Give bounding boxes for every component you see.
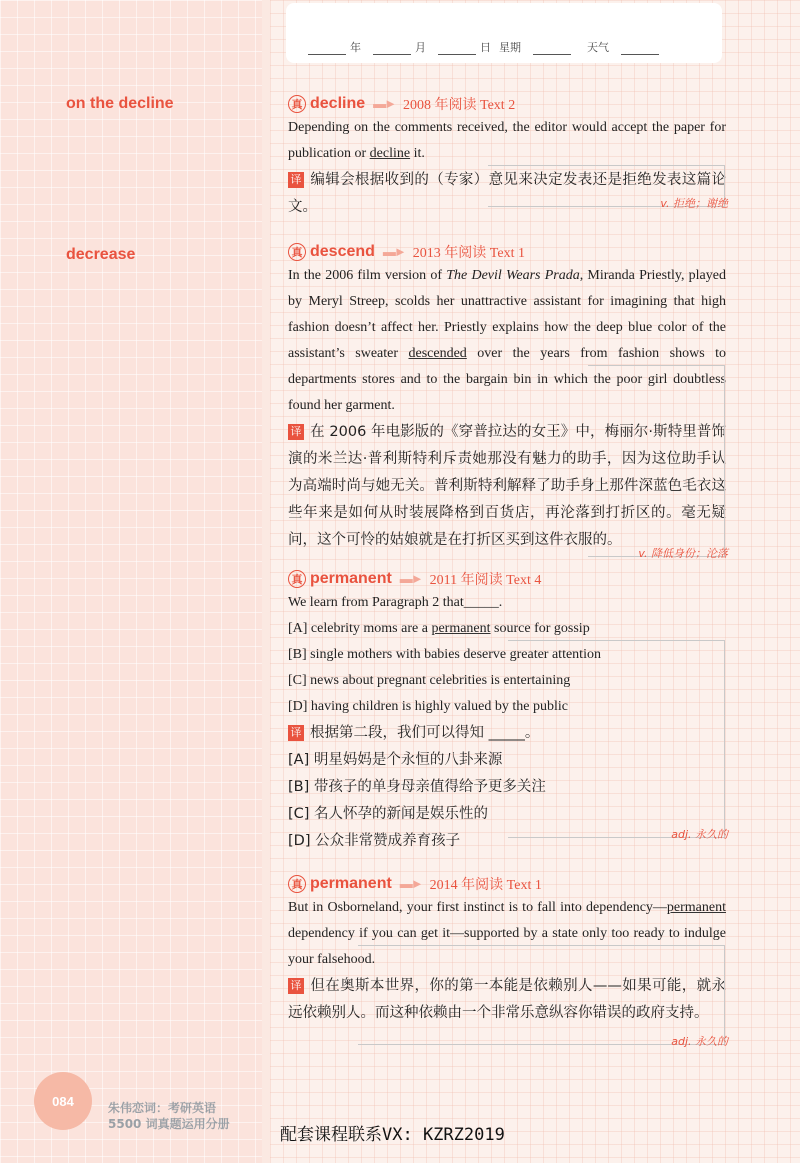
option-b: [B] single mothers with babies deserve greater attention bbox=[288, 647, 601, 662]
chinese-translation: 译 在 2006 年电影版的《穿普拉达的女王》中，梅丽尔·斯特里普饰演的米兰达·普利斯特利斥责她那没有魅力的助手，因为这位助手认为高端时尚与她无关。普利斯特利解释了助手身上那件深蓝色毛衣这些年来是如何从时装展降格到百货店，再沦落到打折区的。毫无疑问，这个可怜的姑娘就是在打折区买到这件衣服的。 bbox=[288, 424, 726, 548]
entry-decline bbox=[288, 93, 726, 221]
date-header-box bbox=[286, 3, 722, 63]
month-blank[interactable] bbox=[373, 42, 411, 55]
entry-source: 2013 年阅读 Text 1 bbox=[412, 246, 525, 261]
year-blank[interactable] bbox=[308, 42, 346, 55]
entry-source: 2014 年阅读 Text 1 bbox=[429, 878, 542, 893]
entry-descend bbox=[288, 241, 728, 560]
chinese-option-c: [C] 名人怀孕的新闻是娱乐性的 bbox=[288, 806, 489, 822]
chinese-option-a: [A] 明星妈妈是个永恒的八卦来源 bbox=[288, 752, 503, 768]
english-sentence: But in Osborneland, your first instinct is to fall into dependency—permanent dependency if you can get it—supported by a state only too ready to indulge your falsehood. bbox=[288, 900, 726, 967]
weather-label: 天气 bbox=[587, 41, 609, 54]
zhen-badge-icon: 真 bbox=[288, 243, 306, 261]
chinese-translation: 译 但在奥斯本世界，你的第一本能是依赖别人——如果可能，就永远依赖别人。而这种依赖由一个非常乐意纵容你错误的政府支持。 bbox=[288, 978, 726, 1021]
zhen-badge-icon: 真 bbox=[288, 875, 306, 893]
page-number-badge: 084 bbox=[34, 1072, 92, 1130]
month-label: 月 bbox=[415, 41, 426, 54]
entry-word: permanent bbox=[310, 875, 392, 892]
yi-badge-icon: 译 bbox=[288, 424, 304, 440]
yi-badge-icon: 译 bbox=[288, 725, 304, 741]
arrow-icon: ▬► bbox=[373, 96, 396, 111]
option-a: [A] celebrity moms are a permanent source for gossip bbox=[288, 621, 590, 636]
zhen-badge-icon: 真 bbox=[288, 95, 306, 113]
english-passage: In the 2006 film version of The Devil Wears Prada, Miranda Priestly, played by Meryl Streep, scolds her unattractive assistant for imagining that high fashion doesn’t affect her. Priestly explains how the deep blue color of the assistant’s sweater descended over the years from fashion shows to departments stores and to the bargain bin in which the poor girl doubtless found her garment. bbox=[288, 268, 727, 413]
gloss-bracket bbox=[358, 945, 725, 1045]
entry-permanent-2011 bbox=[288, 568, 726, 855]
yi-badge-icon: 译 bbox=[288, 172, 304, 188]
year-label: 年 bbox=[350, 41, 361, 54]
yi-badge-icon: 译 bbox=[288, 978, 304, 994]
option-d: [D] having children is highly valued by the public bbox=[288, 699, 568, 714]
arrow-icon: ▬► bbox=[399, 876, 422, 891]
entry-permanent-2014 bbox=[288, 873, 728, 1048]
sidebar-keyword-decrease: decrease bbox=[66, 246, 136, 263]
day-label: 日 bbox=[480, 41, 491, 54]
day-blank[interactable] bbox=[438, 42, 476, 55]
entry-source: 2008 年阅读 Text 2 bbox=[403, 98, 516, 113]
chinese-option-b: [B] 带孩子的单身母亲值得给予更多关注 bbox=[288, 779, 546, 795]
left-margin-column bbox=[0, 0, 262, 1163]
book-title: 朱伟恋词：考研英语 5500 词真题运用分册 bbox=[108, 1101, 230, 1131]
gloss-bracket bbox=[508, 640, 725, 838]
contact-note: 配套课程联系VX: KZRZ2019 bbox=[280, 1125, 505, 1145]
gloss-note: v. 拒绝；谢绝 bbox=[660, 197, 728, 210]
weather-blank[interactable] bbox=[621, 42, 659, 55]
zhen-badge-icon: 真 bbox=[288, 570, 306, 588]
weekday-blank[interactable] bbox=[533, 42, 571, 55]
arrow-icon: ▬► bbox=[382, 244, 405, 259]
chinese-translation: 译 编辑会根据收到的（专家）意见来决定发表还是拒绝发表这篇论文。 bbox=[288, 172, 726, 215]
entry-source: 2011 年阅读 Text 4 bbox=[429, 573, 542, 588]
weekday-label: 星期 bbox=[499, 41, 521, 54]
chinese-option-d: [D] 公众非常赞成养育孩子 bbox=[288, 833, 461, 849]
option-c: [C] news about pregnant celebrities is entertaining bbox=[288, 673, 571, 688]
chinese-question: 译 根据第二段，我们可以得知 _____。 bbox=[288, 720, 726, 747]
gloss-note: adj. 永久的 bbox=[671, 1035, 728, 1048]
question-stem: We learn from Paragraph 2 that_____. bbox=[288, 595, 503, 610]
english-sentence: Depending on the comments received, the editor would accept the paper for publication or decline it. bbox=[288, 120, 726, 161]
arrow-icon: ▬► bbox=[399, 571, 422, 586]
sidebar-keyword-on-the-decline: on the decline bbox=[66, 95, 174, 112]
entry-word: descend bbox=[310, 243, 375, 260]
entry-word: permanent bbox=[310, 570, 392, 587]
entry-word: decline bbox=[310, 95, 366, 112]
gloss-note: adj. 永久的 bbox=[671, 828, 728, 841]
gloss-bracket bbox=[588, 365, 725, 557]
gloss-note: v. 降低身份；沦落 bbox=[638, 547, 728, 560]
